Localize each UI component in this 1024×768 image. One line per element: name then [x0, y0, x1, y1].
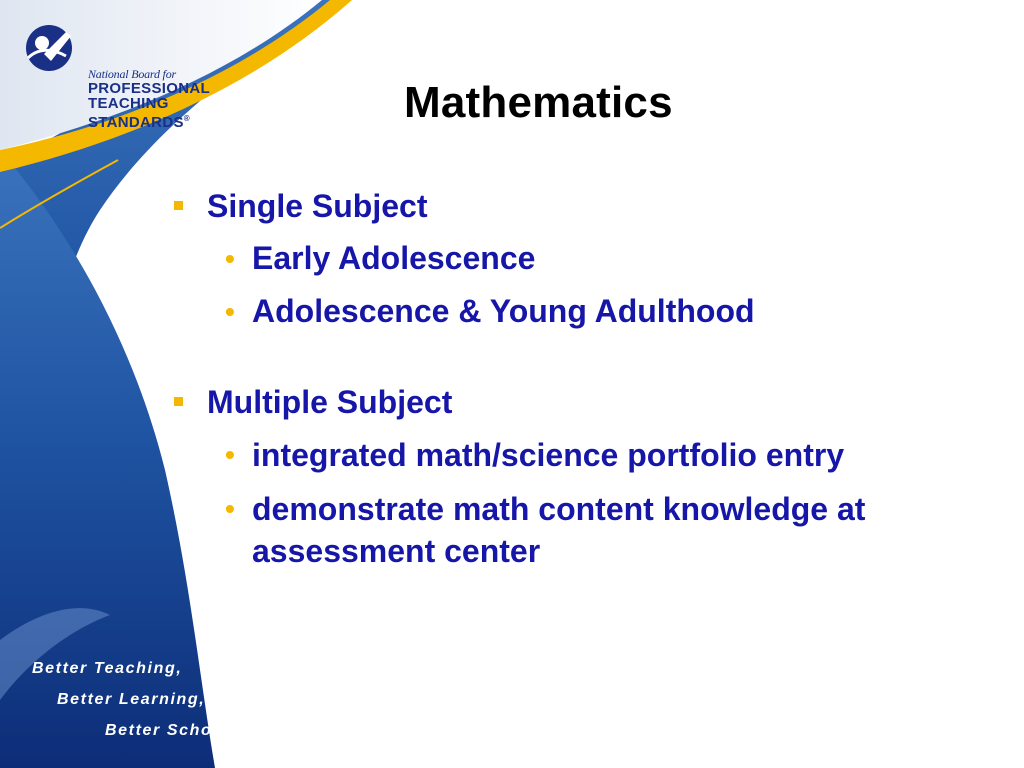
- sub-bullet-text: Adolescence & Young Adulthood: [252, 293, 755, 329]
- sub-bullet-text: demonstrate math content knowledge at assessment center: [252, 491, 866, 569]
- bullet-square-icon: [174, 201, 183, 210]
- logo-org-small: National Board for: [88, 67, 176, 81]
- bullet-multiple-subject: [170, 382, 890, 422]
- nbpts-logo: [22, 18, 222, 131]
- bullet-dot-icon: •: [225, 296, 235, 327]
- logo-figure-icon: [22, 18, 82, 78]
- bullet-list: [170, 186, 890, 572]
- bullet-dot-icon: •: [225, 493, 235, 524]
- slide-title: Mathematics: [404, 78, 673, 127]
- slogan-line-3: Better Schools: [105, 722, 241, 739]
- sub-bullet-text: Early Adolescence: [252, 240, 536, 276]
- sub-bullet-early-adolescence: [225, 238, 890, 279]
- sub-bullet-text: integrated math/science portfolio entry: [252, 437, 845, 473]
- logo-line-teaching: TEACHING: [88, 95, 169, 112]
- bullet-dot-icon: •: [225, 243, 235, 274]
- sub-bullet-demonstrate: [225, 488, 892, 572]
- bullet-dot-icon: •: [225, 439, 235, 470]
- registered-mark: ®: [183, 114, 190, 123]
- logo-line-professional: PROFESSIONAL: [88, 80, 210, 97]
- sub-bullet-adolescence-young-adulthood: [225, 291, 890, 332]
- sub-bullet-integrated: [225, 434, 892, 476]
- bullet-single-subject: [170, 186, 890, 226]
- bullet-label: Multiple Subject: [207, 384, 453, 420]
- bullet-square-icon: [174, 397, 183, 406]
- slogan-line-2: Better Learning,: [57, 691, 206, 708]
- slogan-line-1: Better Teaching,: [32, 660, 183, 677]
- bullet-label: Single Subject: [207, 188, 428, 224]
- logo-line-standards: STANDARDS®: [88, 114, 190, 131]
